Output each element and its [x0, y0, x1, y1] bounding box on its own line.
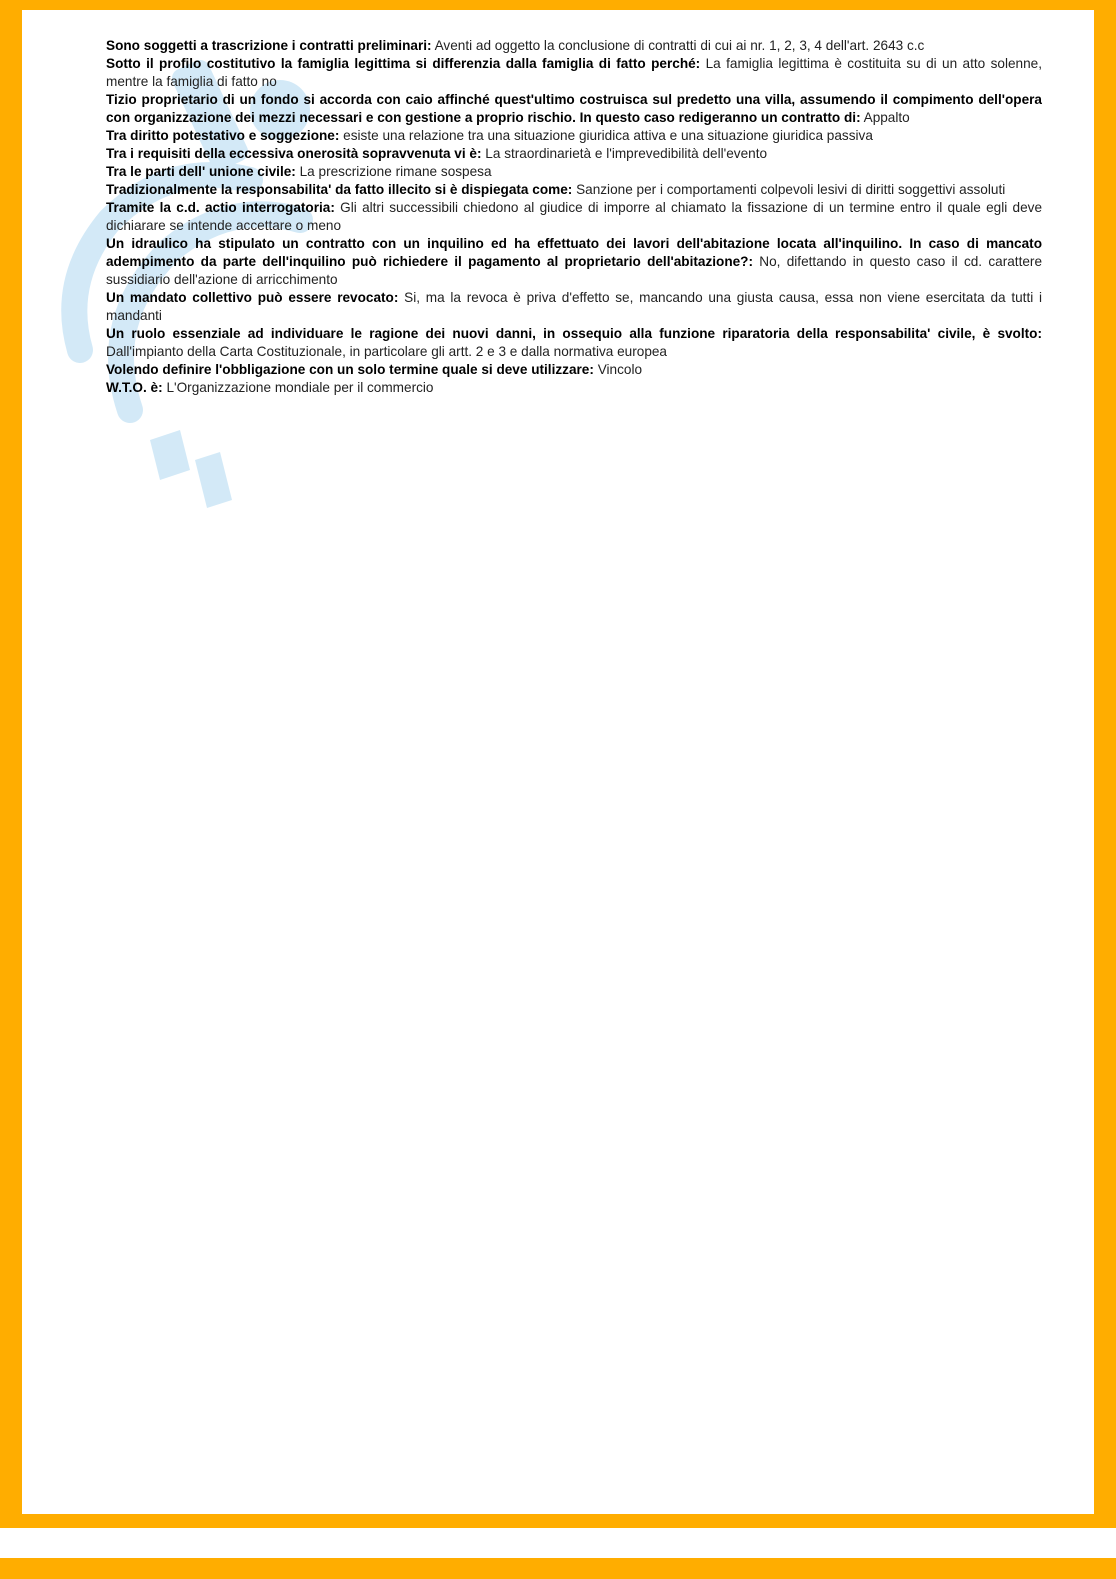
qa-entry — [106, 379, 1042, 397]
frame-bottom-inner — [0, 1514, 1116, 1528]
answer: Sanzione per i comportamenti colpevoli lesivi di diritti soggettivi assoluti — [576, 182, 1006, 197]
question: Un ruolo essenziale ad individuare le ragione dei nuovi danni, in ossequio alla funzione riparatoria della responsabilita' civile, è svolto: — [106, 326, 1042, 341]
qa-entry — [106, 361, 1042, 379]
question: Tra diritto potestativo e soggezione: — [106, 128, 340, 143]
frame-bottom-gap — [0, 1528, 1116, 1558]
qa-entry — [106, 181, 1042, 199]
question: Un idraulico ha stipulato un contratto con un inquilino ed ha effettuato dei lavori dell'abitazione locata all'inquilino. In caso di mancato adempimento da parte dell'inquilino può richiedere il pagamento al proprietario dell'abitazione?: — [106, 236, 1042, 269]
answer: esiste una relazione tra una situazione giuridica attiva e una situazione giuridica passiva — [343, 128, 873, 143]
answer: Appalto — [863, 110, 910, 125]
question: Un mandato collettivo può essere revocato: — [106, 290, 399, 305]
question: Sono soggetti a trascrizione i contratti preliminari: — [106, 38, 432, 53]
answer: Dall'impianto della Carta Costituzionale, in particolare gli artt. 2 e 3 e dalla normativa europea — [106, 344, 667, 359]
qa-entry — [106, 55, 1042, 91]
question: Volendo definire l'obbligazione con un solo termine quale si deve utilizzare: — [106, 362, 594, 377]
frame-right — [1094, 0, 1116, 1579]
frame-top — [0, 0, 1116, 10]
frame-left — [0, 0, 22, 1579]
question: Tra i requisiti della eccessiva onerosità sopravvenuta vi è: — [106, 146, 482, 161]
question: W.T.O. è: — [106, 380, 163, 395]
answer: No, difettando in questo caso il cd. carattere sussidiario dell'azione di arricchimento — [106, 254, 1043, 287]
answer: La famiglia legittima è costituita su di un atto solenne, mentre la famiglia di fatto no — [106, 56, 1043, 89]
qa-entry — [106, 37, 1042, 55]
qa-entry — [106, 127, 1042, 145]
answer: Aventi ad oggetto la conclusione di contratti di cui ai nr. 1, 2, 3, 4 dell'art. 2643 c.c — [434, 38, 925, 53]
qa-entry — [106, 163, 1042, 181]
answer: Vincolo — [597, 362, 643, 377]
question: Tra le parti dell' unione civile: — [106, 164, 296, 179]
qa-entry — [106, 145, 1042, 163]
answer: La prescrizione rimane sospesa — [299, 164, 492, 179]
answer: L'Organizzazione mondiale per il commercio — [166, 380, 434, 395]
qa-entry — [106, 289, 1042, 325]
answer: La straordinarietà e l'imprevedibilità dell'evento — [485, 146, 768, 161]
question: Tradizionalmente la responsabilita' da fatto illecito si è dispiegata come: — [106, 182, 573, 197]
qa-entry — [106, 235, 1042, 289]
answer: Si, ma la revoca è priva d'effetto se, mancando una giusta causa, essa non viene esercitata da tutti i mandanti — [106, 290, 1043, 323]
question: Sotto il profilo costitutivo la famiglia legittima si differenzia dalla famiglia di fatto perché: — [106, 56, 701, 71]
qa-document — [106, 37, 1042, 397]
question: Tramite la c.d. actio interrogatoria: — [106, 200, 335, 215]
question: Tizio proprietario di un fondo si accorda con caio affinché quest'ultimo costruisca sul predetto una villa, assumendo il compimento dell'opera con organizzazione dei mezzi necessari e con gestione a proprio rischio. In questo caso redigeranno un contratto di: — [106, 92, 1042, 125]
frame-bottom-outer — [0, 1558, 1116, 1579]
qa-entry — [106, 325, 1042, 361]
qa-entry — [106, 91, 1042, 127]
qa-entry — [106, 199, 1042, 235]
answer: Gli altri successibili chiedono al giudice di imporre al chiamato la fissazione di un termine entro il quale egli deve dichiarare se intende accettare o meno — [106, 200, 1043, 233]
